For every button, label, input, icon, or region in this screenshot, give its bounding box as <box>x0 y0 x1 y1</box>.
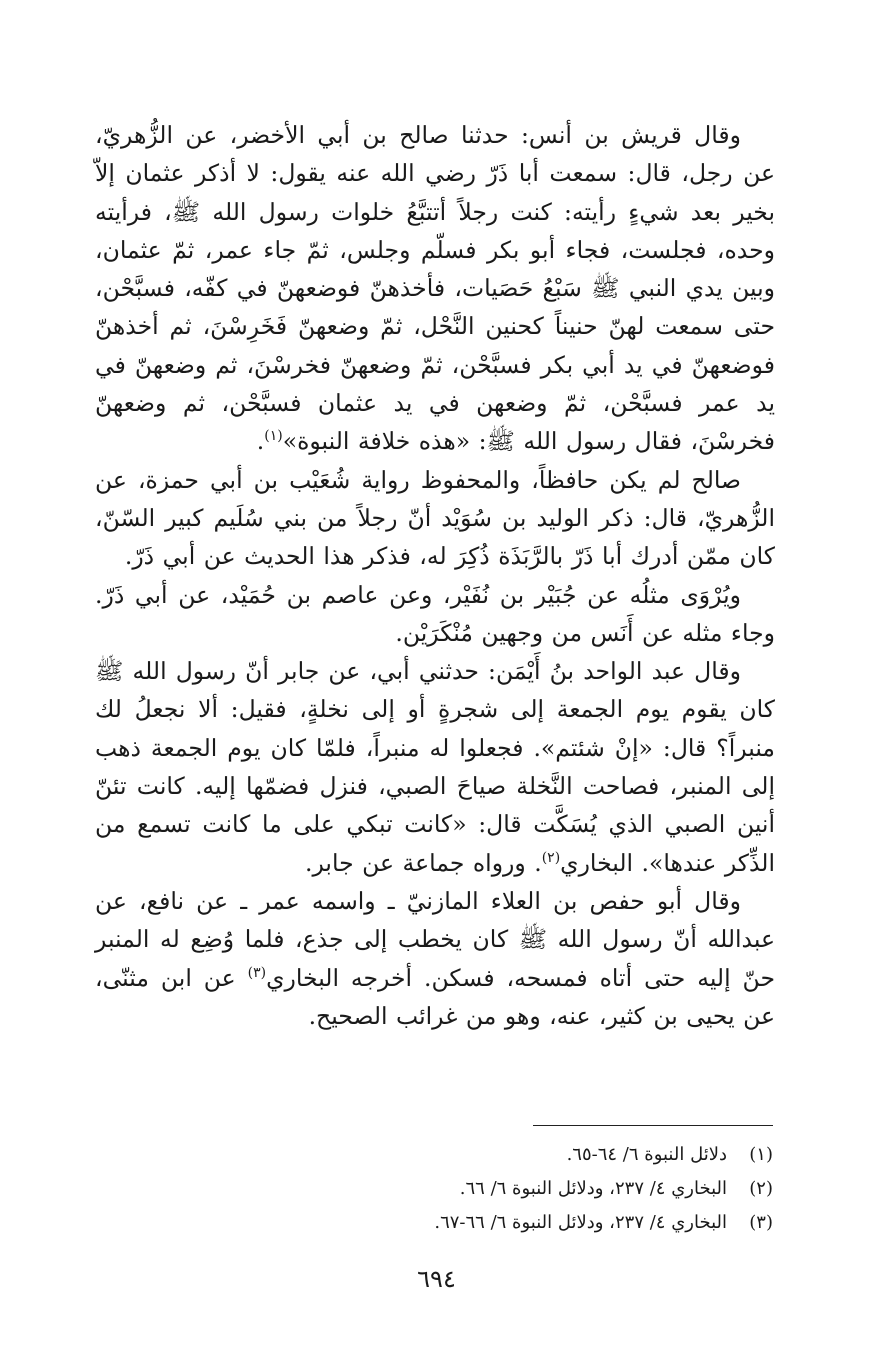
footnote-divider <box>533 1125 773 1126</box>
footnote-number: (٣) <box>749 1212 773 1233</box>
paragraph-tail: عن ابن مثنّى، عن يحيى بن كثير، عنه، وهو من غرائب الصحيح. <box>95 963 775 1030</box>
paragraph-2 <box>95 461 775 576</box>
paragraph-3 <box>95 576 775 653</box>
page-number: ٦٩٤ <box>417 1265 456 1293</box>
paragraph-5 <box>95 882 775 1035</box>
paragraph-text: ويُرْوَى مثلُه عن جُبَيْر بن نُفَيْر، وعن عاصم بن حُمَيْد، عن أبي ذَرّ. وجاء مثله عن أَنَس من وجهين مُنْكَرَيْن. <box>95 580 775 647</box>
footnote-ref-1: (١) <box>264 428 283 445</box>
footnote-2 <box>173 1172 773 1206</box>
footnote-text: البخاري ٤/ ٢٣٧، ودلائل النبوة ٦/ ٦٦-٦٧. <box>434 1212 727 1233</box>
footnote-ref-2: (٢) <box>541 849 561 866</box>
footnote-number: (٢) <box>749 1178 773 1199</box>
paragraph-tail: . ورواه جماعة عن جابر. <box>304 848 542 877</box>
paragraph-4 <box>95 652 775 882</box>
footnote-text: البخاري ٤/ ٢٣٧، ودلائل النبوة ٦/ ٦٦. <box>459 1178 727 1199</box>
footnote-text: دلائل النبوة ٦/ ٦٤-٦٥. <box>566 1144 727 1165</box>
footnote-ref-3: (٣) <box>247 964 267 981</box>
paragraph-tail: . <box>256 427 265 456</box>
paragraph-1 <box>95 116 775 461</box>
footnote-3 <box>173 1206 773 1240</box>
paragraph-text: وقال قريش بن أنس: حدثنا صالح بن أبي الأخضر، عن الزُّهريّ، عن رجل، قال: سمعت أبا ذَرّ رضي الله عنه يقول: لا أذكر عثمان إلاّ بخير بعد شيءٍ رأيته: كنت رجلاً أتتبَّعُ خلوات رسول الله ﷺ، فرأيته وحده، فجلست، فجاء أبو بكر فسلّم وجلس، ثمّ جاء عمر، ثمّ عثمان، وبين يدي النبي ﷺ سَبْعُ حَصَيات، فأخذهنّ فوضعهنّ في كفّه، فسبَّحْن، حتى سمعت لهنّ حنيناً كحنين النَّحْل، ثمّ وضعهنّ فَخَرِسْنَ، ثم أخذهنّ فوضعهنّ في يد أبي بكر فسبَّحْن، ثمّ وضعهنّ فخرسْنَ، ثم وضعهنّ في يد عمر فسبَّحْن، ثمّ وضعهن في يد عثمان فسبَّحْن، ثم وضعهنّ فخرسْنَ، فقال رسول الله ﷺ: «هذه خلافة النبوة» <box>95 121 775 456</box>
main-text <box>95 116 775 1035</box>
paragraph-text: وقال عبد الواحد بنُ أَيْمَن: حدثني أبي، عن جابر أنّ رسول الله ﷺ كان يقوم يوم الجمعة إلى شجرةٍ أو إلى نخلةٍ، فقيل: ألا نجعلُ لك منبراً؟ قال: «إنْ شئتم». فجعلوا له منبراً، فلمّا كان يوم الجمعة ذهب إلى المنبر، فصاحت النَّخلة صياحَ الصبي، فنزل فضمّها إليه. كانت تئنّ أنين الصبي الذي يُسَكَّت قال: «كانت تبكي على ما كانت تسمع من الذِّكر عندها». البخاري <box>95 657 775 877</box>
footnote-1 <box>173 1138 773 1172</box>
paragraph-text: وقال أبو حفص بن العلاء المازنيّ ـ واسمه عمر ـ عن نافع، عن عبدالله أنّ رسول الله ﷺ كان يخطب إلى جذع، فلما وُضِع له المنبر حنّ إليه حتى أتاه فمسحه، فسكن. أخرجه البخاري <box>95 886 775 992</box>
footnote-number: (١) <box>749 1144 773 1165</box>
footnotes <box>173 1138 773 1240</box>
paragraph-text: صالح لم يكن حافظاً، والمحفوظ رواية شُعَيْب بن أبي حمزة، عن الزُّهريّ، قال: ذكر الوليد بن سُوَيْد أنّ رجلاً من بني سُلَيم كبير السّنّ، كان ممّن أدرك أبا ذَرّ بالرَّبَذَة ذُكِرَ له، فذكر هذا الحديث عن أبي ذَرّ. <box>95 465 775 571</box>
